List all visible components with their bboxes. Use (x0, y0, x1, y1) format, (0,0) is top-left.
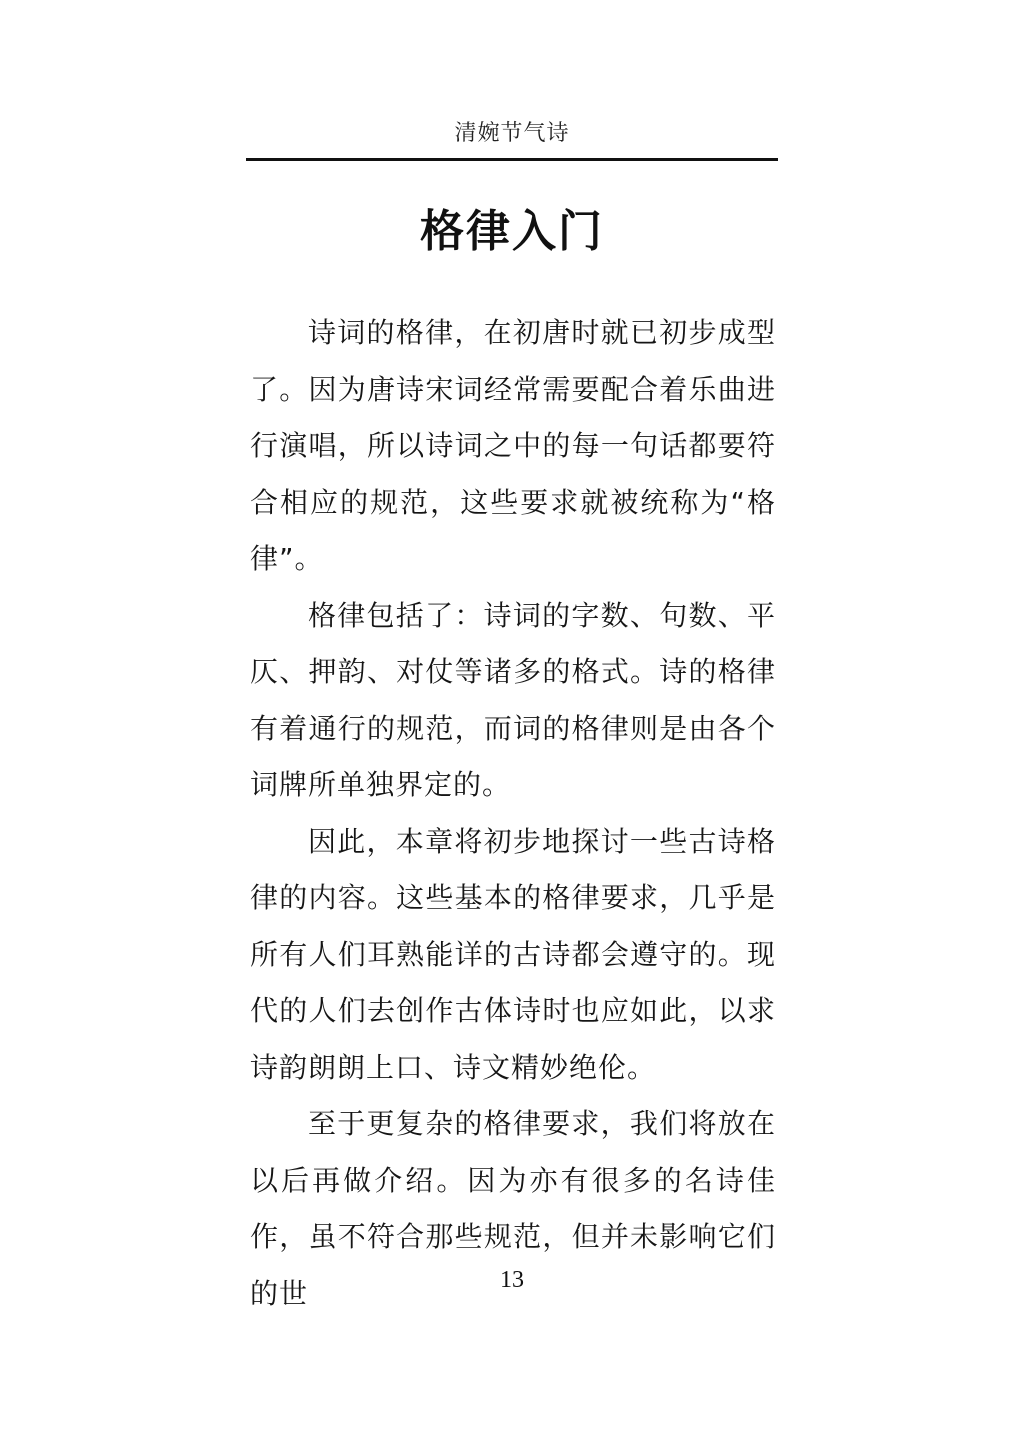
paragraph: 诗词的格律，在初唐时就已初步成型了。因为唐诗宋词经常需要配合着乐曲进行演唱，所以诗词之中的每一句话都要符合相应的规范，这些要求就被统称为“格律”。 (250, 316, 776, 575)
paragraph: 因此，本章将初步地探讨一些古诗格律的内容。这些基本的格律要求，几乎是所有人们耳熟能详的古诗都会遵守的。现代的人们去创作古体诗时也应如此，以求诗韵朗朗上口、诗文精妙绝伦。 (250, 824, 776, 1084)
chapter-title: 格律入门 (420, 206, 604, 257)
paragraph: 格律包括了：诗词的字数、句数、平仄、押韵、对仗等诸多的格式。诗的格律有着通行的规范，而词的格律则是由各个词牌所单独界定的。 (250, 598, 776, 801)
body-text (250, 305, 776, 1322)
running-header-title: 清婉节气诗 (454, 121, 570, 146)
header-divider (246, 158, 778, 161)
paragraph: 至于更复杂的格律要求，我们将放在以后再做介绍。因为亦有很多的名诗佳作，虽不符合那些规范，但并未影响它们的世 (250, 1107, 776, 1310)
page-number: 13 (500, 1267, 524, 1293)
